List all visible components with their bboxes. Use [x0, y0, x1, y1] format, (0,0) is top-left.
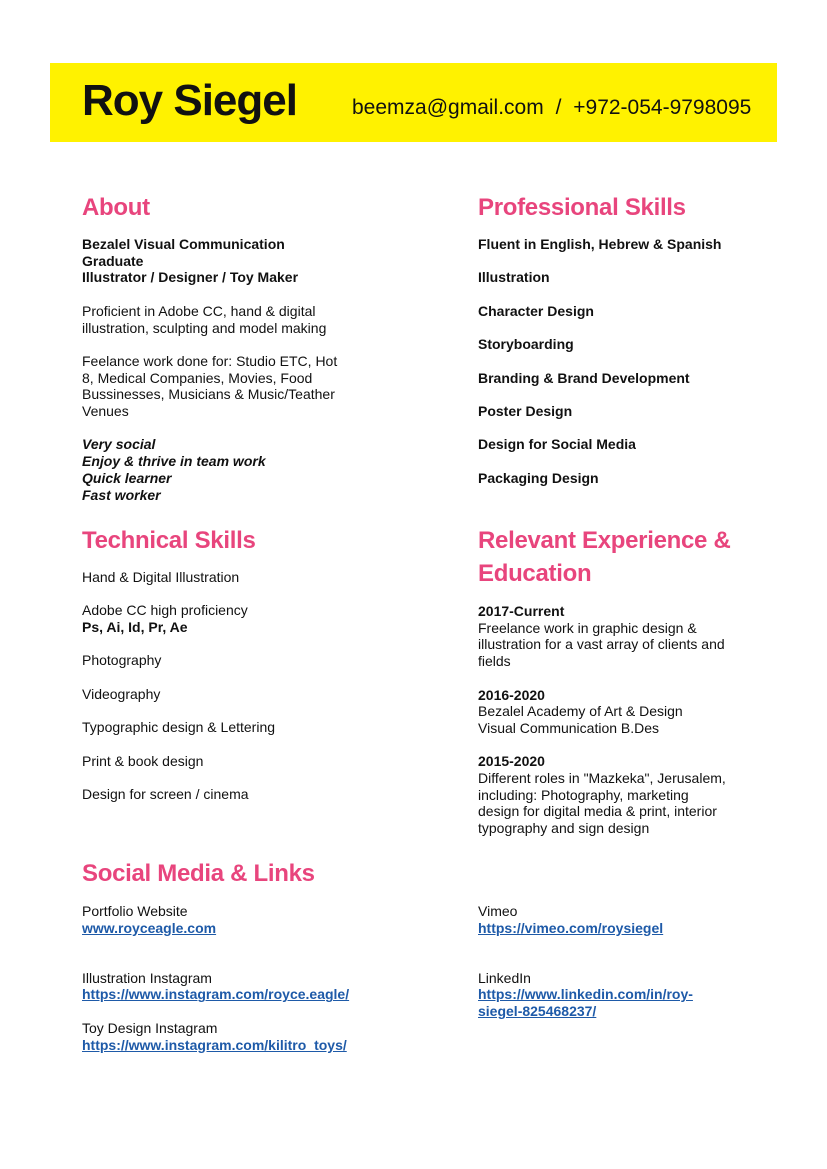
- tech-item: Print & book design: [82, 752, 204, 769]
- about-line: Bezalel Visual Communication Graduate: [82, 236, 285, 269]
- skill-item: Storyboarding: [478, 336, 574, 353]
- tech-item: Videography: [82, 685, 161, 702]
- experience-desc: Bezalel Academy of Art & Design Visual Communication B.Des: [478, 703, 683, 736]
- experience-title: [478, 524, 731, 590]
- about-section: [82, 236, 347, 503]
- portfolio-label: Portfolio Website: [82, 903, 188, 919]
- toy-instagram-link[interactable]: https://www.instagram.com/kilitro_toys/: [82, 1036, 347, 1053]
- skill-item: Branding & Brand Development: [478, 369, 690, 386]
- about-trait: Enjoy & thrive in team work: [82, 453, 266, 470]
- tech-item: Hand & Digital Illustration: [82, 569, 240, 585]
- experience-title-line: Education: [478, 560, 592, 587]
- linkedin-link[interactable]: https://www.linkedin.com/in/roy-siegel-825468237/: [478, 986, 693, 1020]
- tech-item: Typographic design & Lettering: [82, 719, 276, 736]
- experience-years: 2017-Current: [478, 603, 565, 619]
- experience-desc: Different roles in "Mazkeka", Jerusalem, including: Photography, marketing design for digital media & print, interior typography and sign design: [478, 770, 726, 837]
- tech-item: Adobe CC high proficiency: [82, 602, 248, 619]
- skill-item: Illustration: [478, 269, 550, 286]
- about-line: Illustrator / Designer / Toy Maker: [82, 269, 299, 286]
- email[interactable]: beemza@gmail.com: [352, 96, 544, 119]
- experience-years: 2015-2020: [478, 753, 545, 770]
- person-name: Roy Siegel: [82, 76, 297, 125]
- skill-item: Character Design: [478, 302, 594, 319]
- experience-title-line: Relevant Experience &: [478, 527, 731, 554]
- about-freelance: Feelance work done for: Studio ETC, Hot 8, Medical Companies, Movies, Food Bussinesses, Musicians & Music/Teather Venues: [82, 352, 338, 419]
- linkedin-label: LinkedIn: [478, 969, 531, 986]
- contact-line: [352, 95, 751, 121]
- skill-item: Fluent in English, Hebrew & Spanish: [478, 236, 722, 252]
- professional-skills-list: [478, 236, 778, 486]
- contact-separator: /: [555, 96, 562, 119]
- vimeo-link[interactable]: https://vimeo.com/roysiegel: [478, 919, 664, 936]
- tech-item: Design for screen / cinema: [82, 786, 249, 803]
- illustration-instagram-link[interactable]: https://www.instagram.com/royce.eagle/: [82, 986, 350, 1003]
- experience-years: 2016-2020: [478, 686, 545, 703]
- skill-item: Poster Design: [478, 402, 573, 419]
- tech-item: Photography: [82, 652, 162, 669]
- about-trait: Very social: [82, 436, 156, 453]
- portfolio-link[interactable]: www.royceagle.com: [82, 919, 217, 936]
- vimeo-label: Vimeo: [478, 903, 518, 919]
- about-trait: Fast worker: [82, 486, 161, 503]
- technical-skills-title: Technical Skills: [82, 527, 256, 554]
- toy-instagram-label: Toy Design Instagram: [82, 1019, 218, 1036]
- phone[interactable]: +972-054-9798095: [573, 96, 752, 119]
- illustration-instagram-label: Illustration Instagram: [82, 969, 212, 986]
- tech-item-sub: Ps, Ai, Id, Pr, Ae: [82, 619, 188, 636]
- social-links-left: [82, 903, 422, 1053]
- professional-skills-title: Professional Skills: [478, 194, 686, 221]
- header-banner: [50, 63, 777, 142]
- skill-item: Packaging Design: [478, 469, 599, 486]
- experience-desc: Freelance work in graphic design & illustration for a vast array of clients and fields: [478, 619, 725, 670]
- social-title: Social Media & Links: [82, 860, 315, 887]
- skill-item: Design for Social Media: [478, 436, 636, 453]
- about-proficient: Proficient in Adobe CC, hand & digital illustration, sculpting and model making: [82, 302, 327, 336]
- about-title: About: [82, 194, 150, 221]
- about-trait: Quick learner: [82, 469, 172, 486]
- technical-skills-list: [82, 569, 382, 803]
- social-links-right: [478, 903, 693, 1020]
- experience-list: [478, 603, 743, 837]
